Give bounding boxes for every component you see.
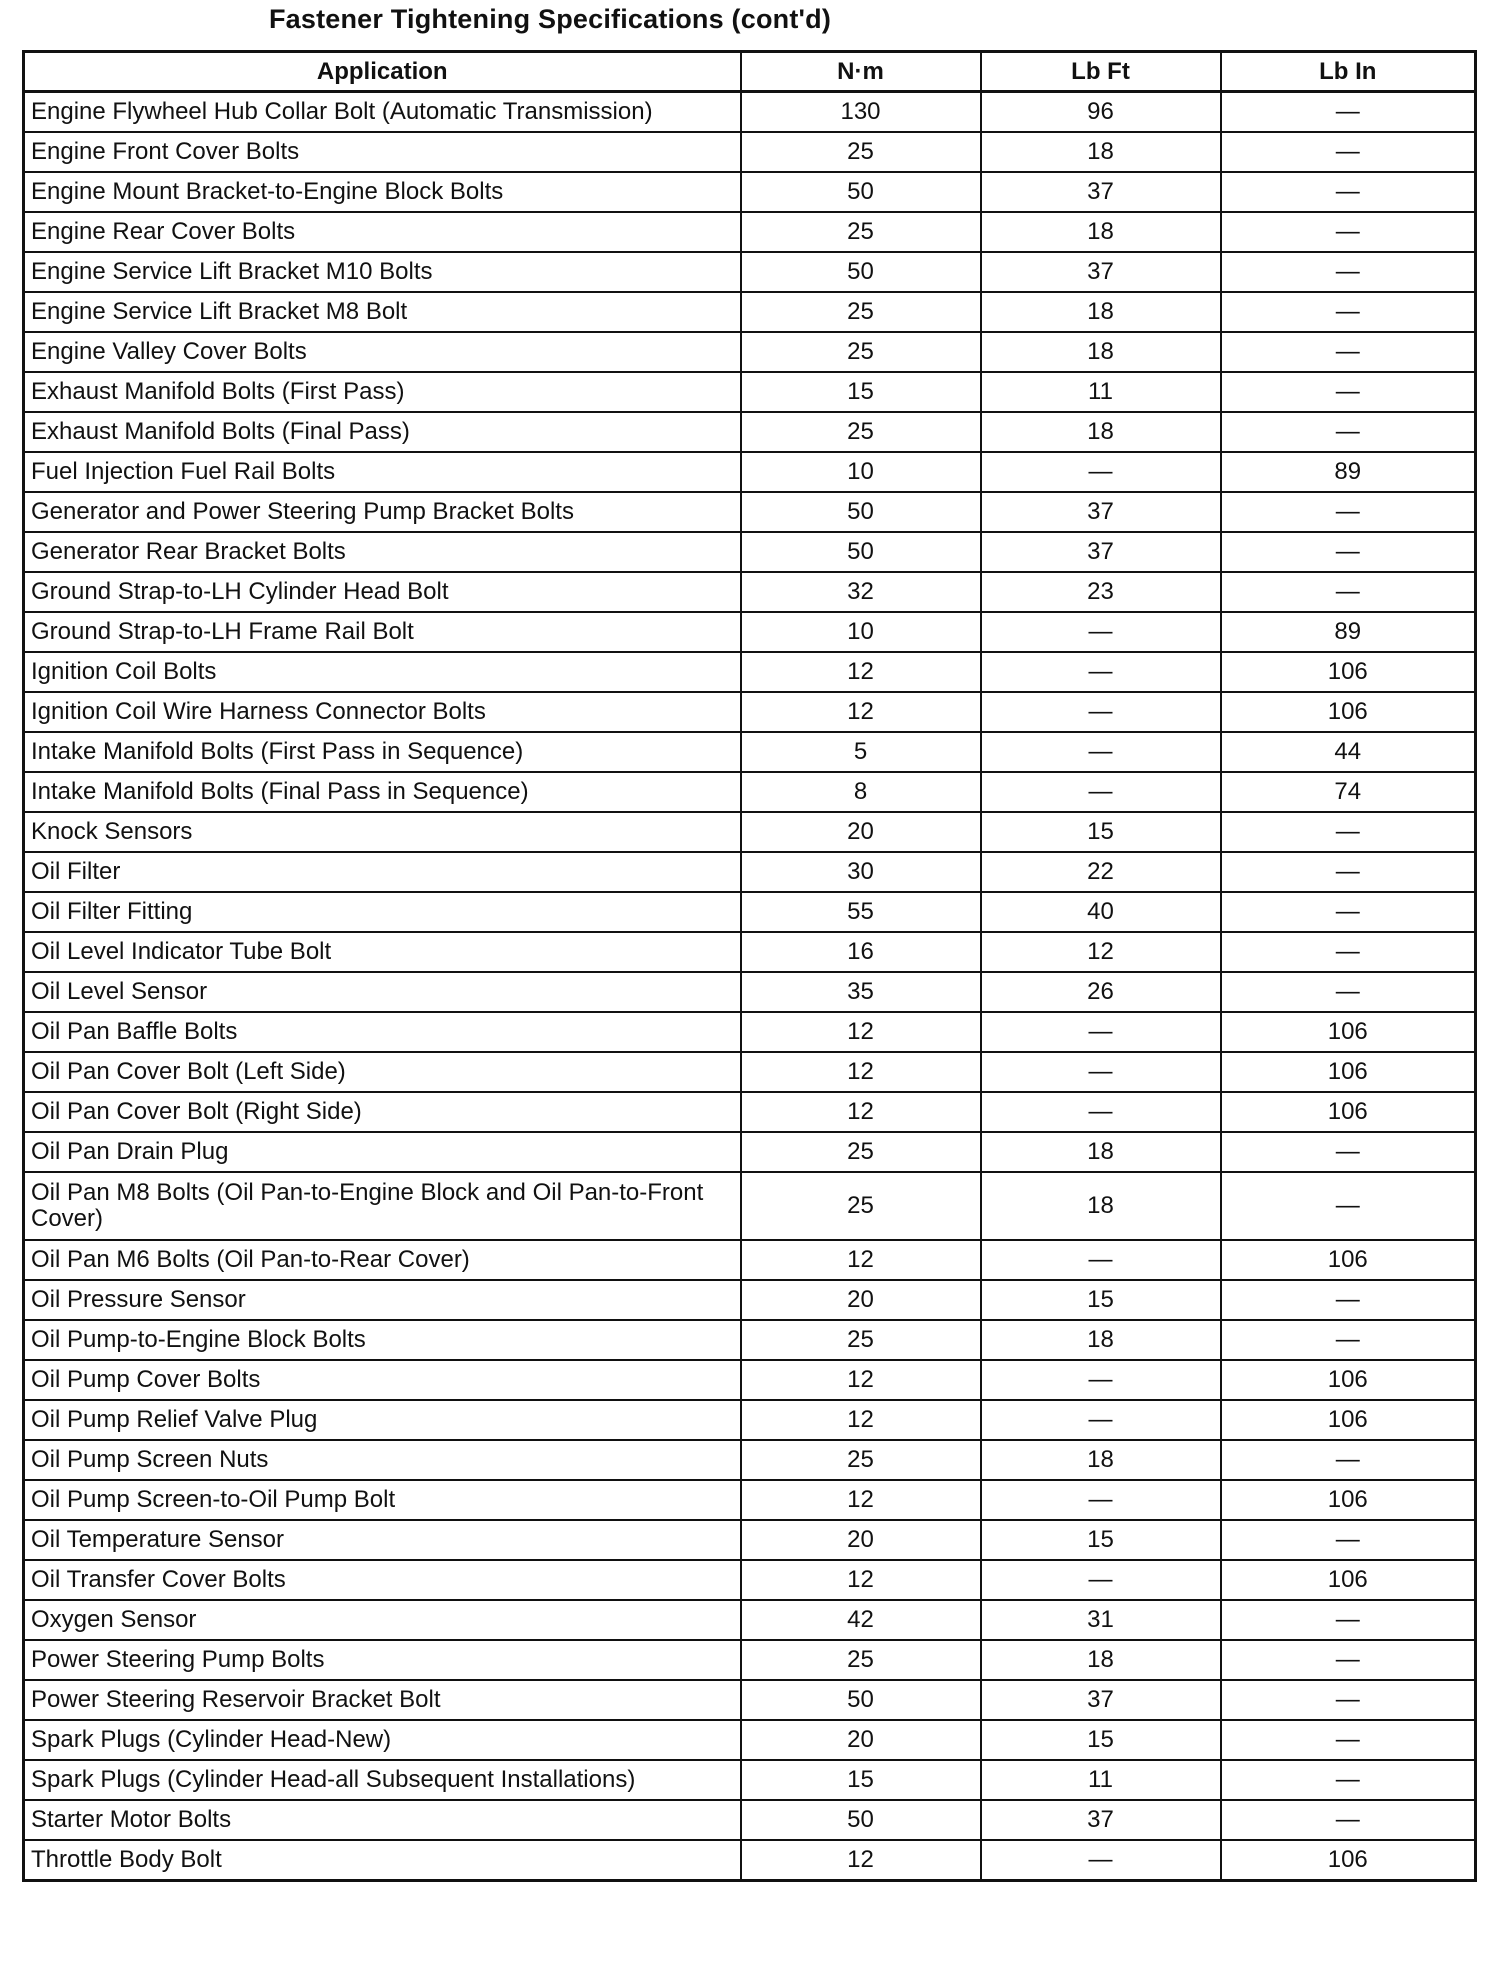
cell-lbft: 11 (981, 1760, 1221, 1800)
cell-application: Starter Motor Bolts (24, 1800, 741, 1840)
cell-application: Power Steering Pump Bolts (24, 1640, 741, 1680)
cell-application: Generator Rear Bracket Bolts (24, 532, 741, 572)
cell-lbin: 106 (1221, 1360, 1476, 1400)
cell-application: Oil Pressure Sensor (24, 1280, 741, 1320)
cell-lbft: 11 (981, 372, 1221, 412)
cell-lbft: — (981, 1480, 1221, 1520)
cell-lbft: — (981, 612, 1221, 652)
cell-application: Oxygen Sensor (24, 1600, 741, 1640)
column-header-lbft: Lb Ft (981, 52, 1221, 92)
cell-lbft: 31 (981, 1600, 1221, 1640)
cell-nm: 30 (741, 852, 981, 892)
cell-application: Oil Pump Relief Valve Plug (24, 1400, 741, 1440)
cell-lbin: — (1221, 1280, 1476, 1320)
cell-application: Generator and Power Steering Pump Bracket Bolts (24, 492, 741, 532)
cell-nm: 50 (741, 532, 981, 572)
table-row (24, 1440, 1476, 1480)
cell-lbft: 18 (981, 332, 1221, 372)
table-row (24, 1640, 1476, 1680)
cell-lbin: — (1221, 1680, 1476, 1720)
cell-nm: 8 (741, 772, 981, 812)
cell-lbin: 89 (1221, 612, 1476, 652)
cell-lbin: — (1221, 1320, 1476, 1360)
cell-lbin: 106 (1221, 1840, 1476, 1881)
cell-lbin: — (1221, 252, 1476, 292)
cell-application: Engine Rear Cover Bolts (24, 212, 741, 252)
cell-nm: 20 (741, 812, 981, 852)
cell-lbin: 44 (1221, 732, 1476, 772)
cell-application: Oil Filter Fitting (24, 892, 741, 932)
cell-lbin: — (1221, 1520, 1476, 1560)
table-row (24, 1680, 1476, 1720)
cell-lbft: 15 (981, 1720, 1221, 1760)
cell-application: Engine Flywheel Hub Collar Bolt (Automatic Transmission) (24, 92, 741, 133)
cell-lbin: 106 (1221, 1560, 1476, 1600)
cell-lbin: — (1221, 132, 1476, 172)
cell-application: Exhaust Manifold Bolts (First Pass) (24, 372, 741, 412)
cell-nm: 12 (741, 1012, 981, 1052)
cell-lbft: — (981, 732, 1221, 772)
cell-application: Intake Manifold Bolts (First Pass in Sequence) (24, 732, 741, 772)
cell-lbin: — (1221, 892, 1476, 932)
cell-nm: 12 (741, 1400, 981, 1440)
cell-lbin: 106 (1221, 1480, 1476, 1520)
column-header-application: Application (24, 52, 741, 92)
table-row (24, 1520, 1476, 1560)
cell-nm: 16 (741, 932, 981, 972)
cell-nm: 12 (741, 1480, 981, 1520)
cell-application: Engine Service Lift Bracket M10 Bolts (24, 252, 741, 292)
cell-lbin: — (1221, 1172, 1476, 1240)
cell-lbft: — (981, 1560, 1221, 1600)
cell-lbin: 106 (1221, 1400, 1476, 1440)
cell-lbin: — (1221, 1760, 1476, 1800)
cell-nm: 32 (741, 572, 981, 612)
cell-lbft: 22 (981, 852, 1221, 892)
cell-nm: 10 (741, 612, 981, 652)
table-row (24, 572, 1476, 612)
table-row (24, 1280, 1476, 1320)
table-row (24, 1052, 1476, 1092)
table-row (24, 532, 1476, 572)
cell-application: Oil Pump Screen-to-Oil Pump Bolt (24, 1480, 741, 1520)
table-row (24, 732, 1476, 772)
cell-lbft: 23 (981, 572, 1221, 612)
cell-application: Fuel Injection Fuel Rail Bolts (24, 452, 741, 492)
table-row (24, 1320, 1476, 1360)
cell-lbin: — (1221, 932, 1476, 972)
cell-nm: 15 (741, 1760, 981, 1800)
cell-application: Engine Service Lift Bracket M8 Bolt (24, 292, 741, 332)
cell-lbft: 37 (981, 1800, 1221, 1840)
cell-lbin: — (1221, 412, 1476, 452)
cell-lbin: — (1221, 172, 1476, 212)
cell-lbin: — (1221, 1132, 1476, 1172)
table-row (24, 812, 1476, 852)
cell-application: Oil Filter (24, 852, 741, 892)
cell-lbft: 96 (981, 92, 1221, 133)
cell-lbft: 18 (981, 1132, 1221, 1172)
cell-nm: 25 (741, 132, 981, 172)
cell-lbft: — (981, 772, 1221, 812)
cell-lbft: 37 (981, 1680, 1221, 1720)
cell-lbft: — (981, 1052, 1221, 1092)
cell-lbft: — (981, 1360, 1221, 1400)
table-body (24, 92, 1476, 1881)
table-row (24, 1480, 1476, 1520)
table-row (24, 212, 1476, 252)
cell-nm: 25 (741, 1172, 981, 1240)
table-row (24, 1360, 1476, 1400)
table-row (24, 1400, 1476, 1440)
cell-lbin: 106 (1221, 1052, 1476, 1092)
table-row (24, 1092, 1476, 1132)
table-row (24, 972, 1476, 1012)
table-row (24, 1840, 1476, 1881)
cell-application: Ground Strap-to-LH Cylinder Head Bolt (24, 572, 741, 612)
cell-nm: 25 (741, 1640, 981, 1680)
table-row (24, 612, 1476, 652)
table-row (24, 1760, 1476, 1800)
cell-application: Oil Pump-to-Engine Block Bolts (24, 1320, 741, 1360)
cell-nm: 12 (741, 1092, 981, 1132)
cell-lbft: 15 (981, 812, 1221, 852)
cell-nm: 12 (741, 692, 981, 732)
cell-lbft: — (981, 452, 1221, 492)
table-row (24, 1172, 1476, 1240)
cell-nm: 25 (741, 292, 981, 332)
cell-application: Oil Temperature Sensor (24, 1520, 741, 1560)
page-title: Fastener Tightening Specifications (cont'd) (268, 4, 832, 34)
table-row (24, 892, 1476, 932)
cell-nm: 50 (741, 1680, 981, 1720)
cell-lbin: — (1221, 92, 1476, 133)
cell-lbin: — (1221, 1720, 1476, 1760)
cell-nm: 12 (741, 1052, 981, 1092)
cell-lbft: 15 (981, 1520, 1221, 1560)
cell-lbft: 37 (981, 252, 1221, 292)
cell-lbft: 18 (981, 1320, 1221, 1360)
cell-lbin: 106 (1221, 652, 1476, 692)
cell-nm: 42 (741, 1600, 981, 1640)
cell-lbin: 106 (1221, 1092, 1476, 1132)
cell-nm: 55 (741, 892, 981, 932)
cell-lbin: — (1221, 812, 1476, 852)
cell-nm: 50 (741, 492, 981, 532)
cell-nm: 5 (741, 732, 981, 772)
table-row (24, 1560, 1476, 1600)
cell-lbin: — (1221, 492, 1476, 532)
cell-lbin: — (1221, 972, 1476, 1012)
table-row (24, 92, 1476, 133)
cell-nm: 130 (741, 92, 981, 133)
table-row (24, 292, 1476, 332)
fastener-spec-table (22, 50, 1477, 1882)
cell-nm: 20 (741, 1280, 981, 1320)
table-row (24, 1132, 1476, 1172)
table-row (24, 372, 1476, 412)
cell-application: Oil Pan Baffle Bolts (24, 1012, 741, 1052)
cell-nm: 10 (741, 452, 981, 492)
cell-application: Knock Sensors (24, 812, 741, 852)
table-row (24, 252, 1476, 292)
cell-lbin: — (1221, 1800, 1476, 1840)
cell-nm: 12 (741, 652, 981, 692)
table-row (24, 1600, 1476, 1640)
cell-nm: 50 (741, 172, 981, 212)
cell-lbft: 15 (981, 1280, 1221, 1320)
cell-application: Ground Strap-to-LH Frame Rail Bolt (24, 612, 741, 652)
column-header-lbin: Lb In (1221, 52, 1476, 92)
cell-application: Oil Level Sensor (24, 972, 741, 1012)
cell-nm: 50 (741, 1800, 981, 1840)
cell-lbft: 18 (981, 412, 1221, 452)
cell-application: Oil Level Indicator Tube Bolt (24, 932, 741, 972)
table-row (24, 1240, 1476, 1280)
cell-lbft: — (981, 1240, 1221, 1280)
cell-nm: 15 (741, 372, 981, 412)
cell-application: Ignition Coil Bolts (24, 652, 741, 692)
column-header-nm: N·m (741, 52, 981, 92)
cell-lbft: 26 (981, 972, 1221, 1012)
table-row (24, 492, 1476, 532)
cell-lbft: — (981, 652, 1221, 692)
table-row (24, 332, 1476, 372)
cell-application: Oil Pump Cover Bolts (24, 1360, 741, 1400)
cell-application: Spark Plugs (Cylinder Head-New) (24, 1720, 741, 1760)
cell-lbin: 106 (1221, 1240, 1476, 1280)
cell-lbft: — (981, 1840, 1221, 1881)
cell-lbin: — (1221, 572, 1476, 612)
cell-application: Oil Transfer Cover Bolts (24, 1560, 741, 1600)
cell-nm: 12 (741, 1360, 981, 1400)
header-row (24, 52, 1476, 92)
table-row (24, 132, 1476, 172)
cell-lbft: 37 (981, 172, 1221, 212)
cell-application: Power Steering Reservoir Bracket Bolt (24, 1680, 741, 1720)
cell-application: Engine Mount Bracket-to-Engine Block Bolts (24, 172, 741, 212)
cell-application: Oil Pan Cover Bolt (Left Side) (24, 1052, 741, 1092)
cell-nm: 25 (741, 212, 981, 252)
cell-lbin: — (1221, 212, 1476, 252)
cell-nm: 25 (741, 332, 981, 372)
cell-application: Spark Plugs (Cylinder Head-all Subsequent Installations) (24, 1760, 741, 1800)
table-row (24, 452, 1476, 492)
cell-application: Oil Pan M8 Bolts (Oil Pan-to-Engine Block and Oil Pan-to-Front Cover) (24, 1172, 741, 1240)
cell-application: Throttle Body Bolt (24, 1840, 741, 1881)
table-row (24, 1012, 1476, 1052)
cell-lbft: 18 (981, 132, 1221, 172)
table-row (24, 772, 1476, 812)
cell-application: Ignition Coil Wire Harness Connector Bolts (24, 692, 741, 732)
cell-lbft: — (981, 692, 1221, 732)
cell-nm: 50 (741, 252, 981, 292)
table-row (24, 692, 1476, 732)
cell-nm: 35 (741, 972, 981, 1012)
cell-lbin: — (1221, 1440, 1476, 1480)
cell-nm: 25 (741, 1320, 981, 1360)
table-header (24, 52, 1476, 92)
cell-lbft: 12 (981, 932, 1221, 972)
cell-application: Engine Front Cover Bolts (24, 132, 741, 172)
cell-lbft: 37 (981, 532, 1221, 572)
cell-nm: 12 (741, 1840, 981, 1881)
cell-lbft: 18 (981, 1172, 1221, 1240)
cell-lbin: — (1221, 1600, 1476, 1640)
table-row (24, 1720, 1476, 1760)
cell-lbft: — (981, 1012, 1221, 1052)
cell-application: Oil Pan M6 Bolts (Oil Pan-to-Rear Cover) (24, 1240, 741, 1280)
cell-application: Engine Valley Cover Bolts (24, 332, 741, 372)
table-row (24, 1800, 1476, 1840)
cell-application: Oil Pan Cover Bolt (Right Side) (24, 1092, 741, 1132)
cell-nm: 25 (741, 1440, 981, 1480)
table-row (24, 172, 1476, 212)
table-row (24, 652, 1476, 692)
cell-lbft: 40 (981, 892, 1221, 932)
cell-lbin: — (1221, 852, 1476, 892)
cell-lbft: 37 (981, 492, 1221, 532)
cell-nm: 25 (741, 1132, 981, 1172)
cell-lbft: — (981, 1400, 1221, 1440)
cell-nm: 20 (741, 1520, 981, 1560)
cell-lbft: 18 (981, 1440, 1221, 1480)
cell-lbft: 18 (981, 292, 1221, 332)
cell-lbin: — (1221, 332, 1476, 372)
cell-lbft: 18 (981, 212, 1221, 252)
cell-lbin: 89 (1221, 452, 1476, 492)
cell-application: Intake Manifold Bolts (Final Pass in Sequence) (24, 772, 741, 812)
cell-lbin: 106 (1221, 1012, 1476, 1052)
cell-nm: 20 (741, 1720, 981, 1760)
cell-application: Oil Pan Drain Plug (24, 1132, 741, 1172)
cell-lbft: — (981, 1092, 1221, 1132)
table-row (24, 412, 1476, 452)
table-row (24, 932, 1476, 972)
cell-nm: 12 (741, 1560, 981, 1600)
cell-lbin: — (1221, 1640, 1476, 1680)
cell-nm: 25 (741, 412, 981, 452)
cell-application: Oil Pump Screen Nuts (24, 1440, 741, 1480)
cell-lbin: — (1221, 532, 1476, 572)
cell-application: Exhaust Manifold Bolts (Final Pass) (24, 412, 741, 452)
cell-lbin: — (1221, 372, 1476, 412)
cell-lbft: 18 (981, 1640, 1221, 1680)
cell-lbin: 74 (1221, 772, 1476, 812)
cell-lbin: — (1221, 292, 1476, 332)
cell-nm: 12 (741, 1240, 981, 1280)
table-row (24, 852, 1476, 892)
cell-lbin: 106 (1221, 692, 1476, 732)
